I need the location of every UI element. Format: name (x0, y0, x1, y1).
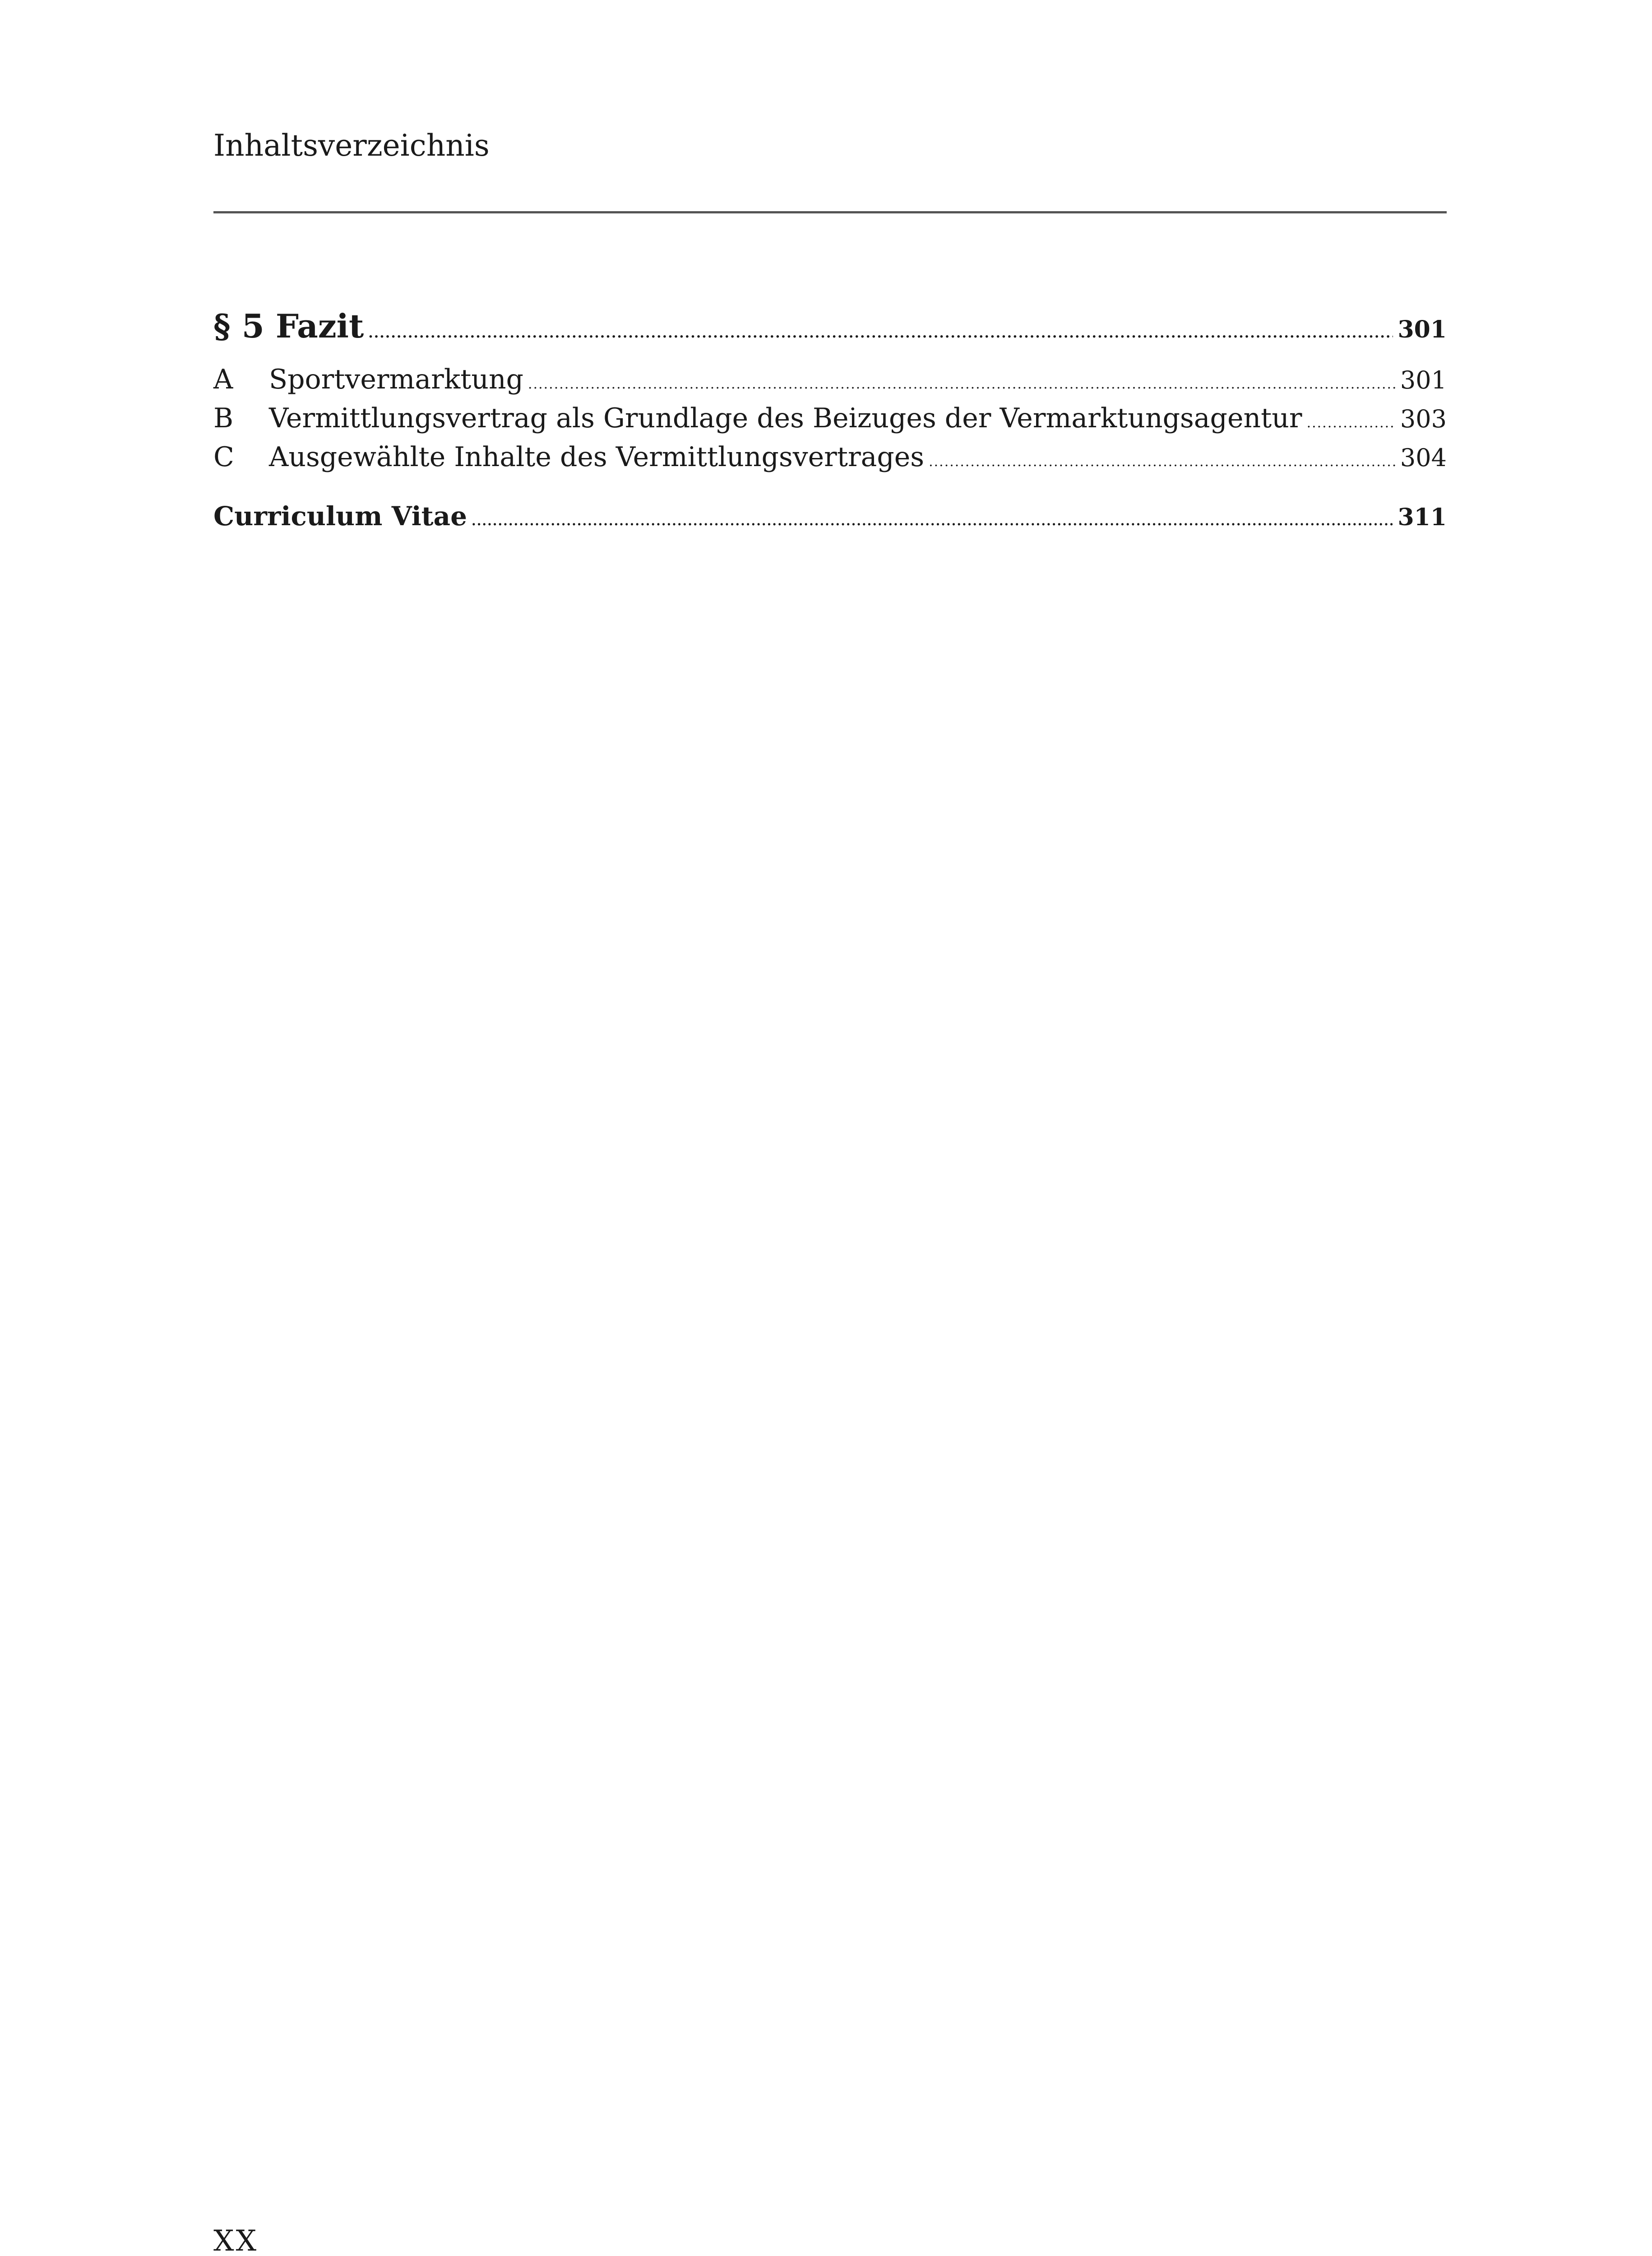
toc-section-letter: B (213, 402, 234, 434)
toc-entry-section[interactable] (213, 441, 1447, 473)
toc-leader-dots (1307, 415, 1396, 431)
toc-curriculum-page: 311 (1397, 504, 1447, 531)
toc-entry-section[interactable] (213, 402, 1447, 434)
toc-section-page: 304 (1400, 444, 1447, 472)
toc-section-label: Vermittlungsvertrag als Grundlage des Beizuges der Vermarktungsagentur (269, 402, 1302, 434)
toc-section-letter: C (213, 441, 234, 473)
toc-leader-dots (368, 325, 1393, 341)
page-number: XX (213, 2224, 259, 2256)
toc-section-label: Ausgewählte Inhalte des Vermittlungsvertrages (269, 441, 925, 473)
toc-section-letter: A (213, 364, 233, 395)
toc-curriculum-label: Curriculum Vitae (213, 501, 467, 532)
toc-leader-dots (472, 513, 1393, 528)
toc-section-label: Sportvermarktung (269, 364, 524, 395)
toc-chapter-page: 301 (1397, 316, 1447, 343)
header-rule (213, 211, 1447, 213)
toc-section-page: 301 (1400, 366, 1447, 394)
toc-section-page: 303 (1400, 405, 1447, 433)
toc-entry-chapter[interactable] (213, 307, 1447, 345)
toc-entry-section[interactable] (213, 364, 1447, 395)
toc-leader-dots (929, 454, 1396, 470)
toc-entry-curriculum-vitae[interactable] (213, 501, 1447, 532)
toc-chapter-label: § 5 Fazit (213, 307, 364, 345)
running-head-title: Inhaltsverzeichnis (213, 128, 490, 163)
toc-leader-dots (528, 376, 1396, 392)
